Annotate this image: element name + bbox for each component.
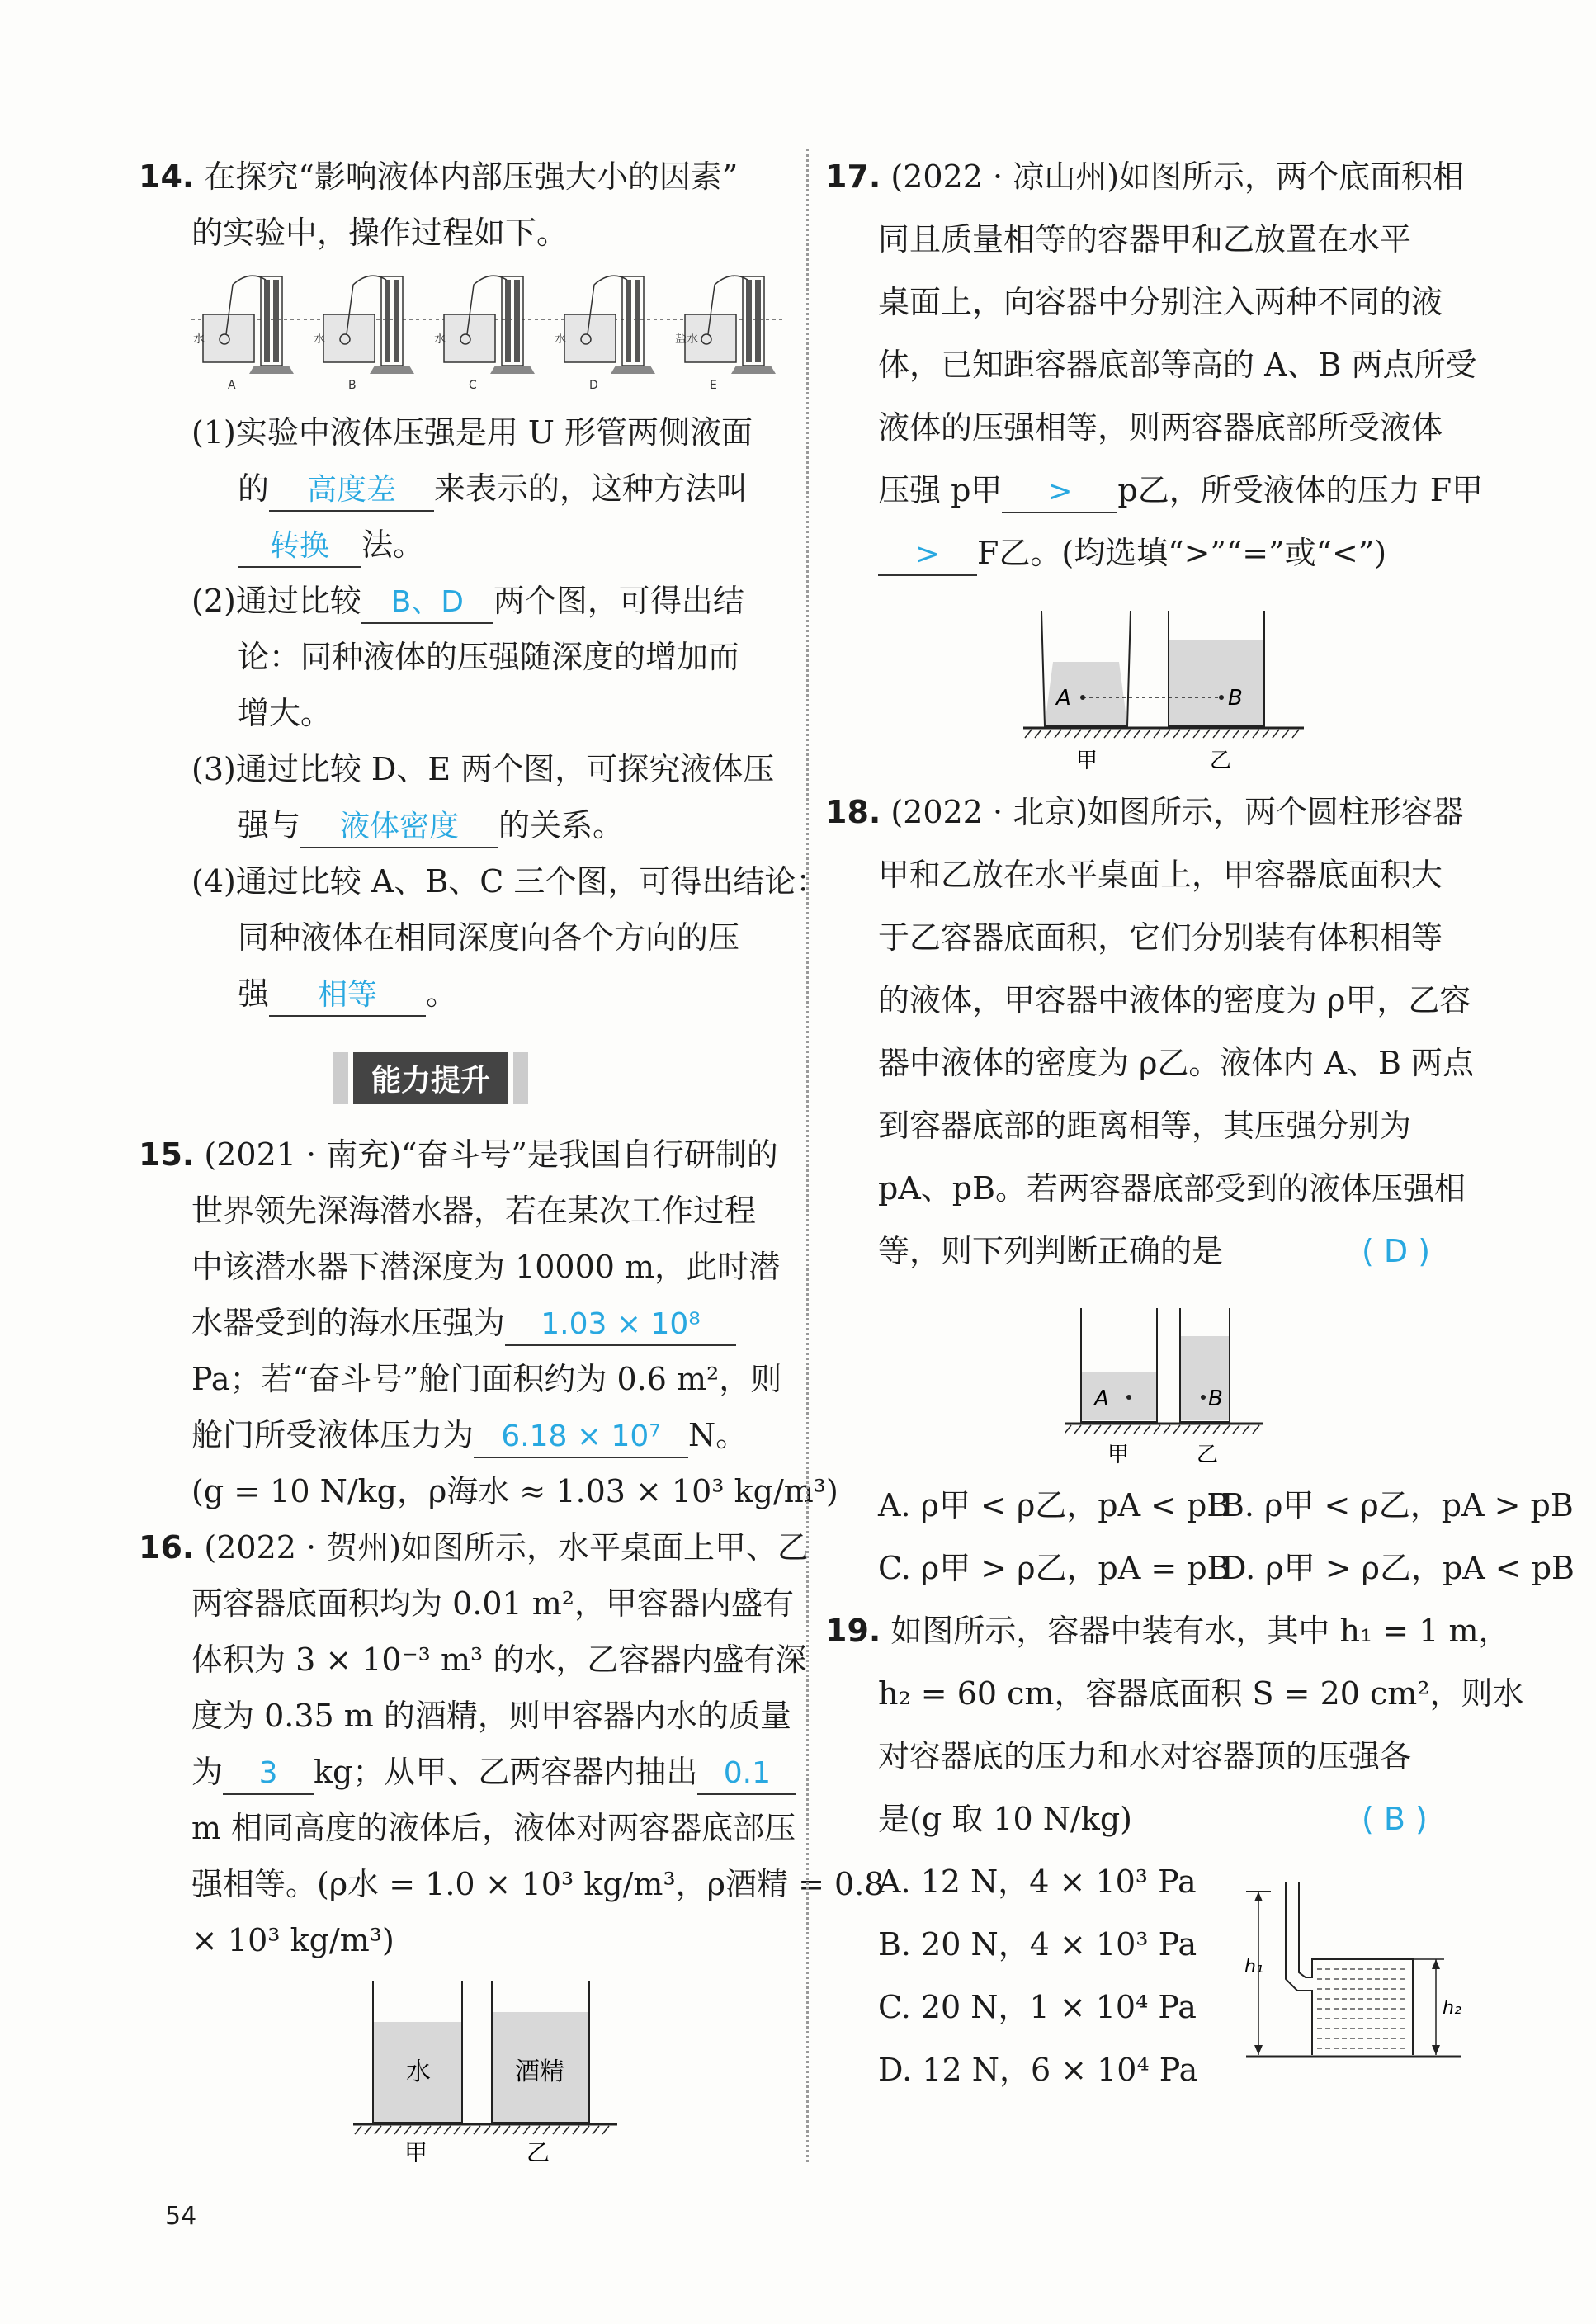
answer-blank: 1.03 × 10⁸ [505, 1305, 736, 1346]
q18-line7: pA、pB。若两容器底部受到的液体压强相 [878, 1170, 1466, 1207]
q17-line1: 17. (2022 · 凉山州)如图所示，两个底面积相 [825, 158, 1465, 195]
q16-figure-containers [353, 1972, 650, 2162]
q17-figure-containers [1015, 602, 1329, 776]
answer-blank: > [878, 535, 977, 576]
q17-line6: 压强 p甲 > p乙，所受液体的压力 F甲 [878, 470, 1483, 513]
apparatus-label: B [348, 379, 357, 392]
apparatus-D [555, 276, 655, 392]
q14-part1-line3: 转换 法。 [238, 525, 424, 568]
question-number: 16. [139, 1529, 195, 1566]
q16-line6: m 相同高度的液体后，液体对两容器底部压 [191, 1810, 796, 1846]
h2-label: h₂ [1443, 1998, 1461, 2019]
q14-part2-line1: (2)通过比较 B、D 两个图，可得出结 [191, 581, 744, 624]
q16-line8: × 10³ kg/m³) [191, 1922, 394, 1958]
point-b-label: B [1228, 686, 1243, 711]
q14-part1-line1: (1)实验中液体压强是用 U 形管两侧液面 [191, 414, 753, 451]
container-jia-label: 甲 [404, 2139, 428, 2162]
q18-line3: 于乙容器底面积，它们分别装有体积相等 [878, 919, 1443, 956]
container-yi-label: 乙 [526, 2139, 550, 2162]
h1-label: h₁ [1244, 1957, 1263, 1977]
q15-line6: 舱门所受液体压力为 6.18 × 10⁷ N。 [191, 1415, 747, 1458]
q16-line3: 体积为 3 × 10⁻³ m³ 的水，乙容器内盛有深 [191, 1641, 807, 1678]
q16-line7: 强相等。(ρ水 = 1.0 × 10³ kg/m³，ρ酒精 = 0.8 [191, 1866, 885, 1902]
q19-figure-container [1238, 1873, 1477, 2080]
answer-blank: 3 [223, 1754, 314, 1795]
question-number: 15. [139, 1136, 195, 1173]
answer-blank: B、D [361, 583, 493, 624]
container-jia-label: 甲 [1107, 1443, 1130, 1465]
q18-option-b: B. ρ甲 < ρ乙，pA > pB [1221, 1487, 1574, 1523]
q18-line4: 的液体，甲容器中液体的密度为 ρ甲，乙容 [878, 982, 1471, 1018]
answer-blank: > [1002, 472, 1117, 513]
liquid-label: 水 [193, 333, 205, 346]
q14-part2-line2: 论：同种液体的压强随深度的增加而 [238, 639, 740, 675]
q18-answer: ( D ) [1362, 1233, 1431, 1269]
q18-option-d: D. ρ甲 > ρ乙，pA < pB [1221, 1550, 1575, 1586]
answer-blank: 6.18 × 10⁷ [474, 1417, 688, 1458]
liquid-label: 水 [555, 333, 566, 346]
q15-line7: (g = 10 N/kg，ρ海水 ≈ 1.03 × 10³ kg/m³) [191, 1473, 838, 1509]
q19-line3: 对容器底的压力和水对容器顶的压强各 [878, 1738, 1412, 1774]
question-number: 19. [825, 1613, 881, 1649]
answer-blank: 高度差 [269, 470, 434, 512]
q14-line2: 的实验中，操作过程如下。 [191, 215, 569, 251]
liquid-label: 水 [314, 333, 325, 346]
q19-option-b: B. 20 N，4 × 10³ Pa [878, 1926, 1197, 1963]
q18-option-c: C. ρ甲 > ρ乙，pA = pB [878, 1550, 1230, 1586]
q14-line1: 14. 在探究“影响液体内部压强大小的因素” [139, 158, 739, 195]
answer-blank: 0.1 [697, 1754, 796, 1795]
apparatus-C [434, 276, 535, 392]
q18-option-a: A. ρ甲 < ρ乙，pA < pB [878, 1487, 1230, 1523]
q17-line2: 同且质量相等的容器甲和乙放置在水平 [878, 221, 1412, 257]
liquid-label: 盐水 [675, 333, 698, 346]
q14-figure-u-tube-apparatus [191, 268, 786, 392]
section-heading: 能力提升 [353, 1052, 508, 1104]
point-b-label: B [1208, 1386, 1223, 1411]
q14-part3-line2: 强与 液体密度 的关系。 [238, 805, 624, 848]
point-a-label: A [1094, 1386, 1109, 1411]
q19-line1: 19. 如图所示，容器中装有水，其中 h₁ = 1 m， [825, 1613, 1510, 1649]
q15-line4: 水器受到的海水压强为 1.03 × 10⁸ [191, 1303, 736, 1346]
water-label: 水 [406, 2057, 431, 2086]
point-a-label: A [1056, 686, 1071, 711]
question-number: 14. [139, 158, 195, 195]
q18-line6: 到容器底部的距离相等，其压强分别为 [878, 1108, 1412, 1144]
q14-part4-line3: 强 相等 。 [238, 974, 457, 1017]
apparatus-label: C [469, 379, 477, 392]
alcohol-label: 酒精 [515, 2057, 564, 2086]
container-yi-label: 乙 [1210, 749, 1232, 773]
q19-line4: 是(g 取 10 N/kg) [878, 1801, 1132, 1837]
answer-blank: 转换 [238, 527, 361, 568]
answer-blank: 相等 [269, 975, 426, 1017]
container-yi-label: 乙 [1197, 1443, 1219, 1465]
q17-line4: 体，已知距容器底部等高的 A、B 两点所受 [878, 347, 1477, 383]
q16-line5: 为 3 kg；从甲、乙两容器内抽出 0.1 [191, 1752, 796, 1795]
q18-line1: 18. (2022 · 北京)如图所示，两个圆柱形容器 [825, 794, 1465, 830]
q18-line2: 甲和乙放在水平桌面上，甲容器底面积大 [878, 857, 1443, 893]
question-number: 18. [825, 794, 881, 830]
q19-answer: ( B ) [1362, 1801, 1428, 1837]
answer-blank: 液体密度 [300, 807, 498, 848]
q19-line2: h₂ = 60 cm，容器底面积 S = 20 cm²，则水 [878, 1675, 1524, 1712]
q14-part3-line1: (3)通过比较 D、E 两个图，可探究液体压 [191, 751, 775, 787]
q14-part2-line3: 增大。 [238, 695, 333, 731]
q17-line5: 液体的压强相等，则两容器底部所受液体 [878, 409, 1443, 446]
apparatus-label: D [589, 379, 598, 392]
apparatus-label: E [710, 379, 717, 392]
q15-line1: 15. (2021 · 南充)“奋斗号”是我国自行研制的 [139, 1136, 778, 1173]
apparatus-A [193, 276, 294, 392]
q19-option-c: C. 20 N，1 × 10⁴ Pa [878, 1989, 1197, 2025]
q14-part1-line2: 的 高度差 来表示的，这种方法叫 [238, 469, 748, 512]
q14-part4-line2: 同种液体在相同深度向各个方向的压 [238, 919, 740, 956]
q19-option-d: D. 12 N，6 × 10⁴ Pa [878, 2052, 1198, 2088]
page-number: 54 [165, 2202, 197, 2231]
q15-line5: Pa；若“奋斗号”舱门面积约为 0.6 m²，则 [191, 1361, 782, 1397]
q19-option-a: A. 12 N，4 × 10³ Pa [878, 1863, 1197, 1900]
q17-line3: 桌面上，向容器中分别注入两种不同的液 [878, 284, 1443, 320]
apparatus-E [675, 276, 776, 392]
container-jia-label: 甲 [1076, 749, 1098, 773]
column-divider [806, 149, 809, 2162]
q15-line2: 世界领先深海潜水器，若在某次工作过程 [191, 1193, 757, 1229]
question-number: 17. [825, 158, 881, 195]
q18-figure-containers [1065, 1300, 1279, 1465]
q16-line1: 16. (2022 · 贺州)如图所示，水平桌面上甲、乙 [139, 1529, 810, 1566]
q16-line4: 度为 0.35 m 的酒精，则甲容器内水的质量 [191, 1698, 791, 1734]
q18-line5: 器中液体的密度为 ρ乙。液体内 A、B 两点 [878, 1045, 1474, 1081]
q17-line7: > F乙。(均选填“>”“=”或“<”) [878, 533, 1386, 576]
q15-line3: 中该潜水器下潜深度为 10000 m，此时潜 [191, 1249, 781, 1285]
apparatus-label: A [228, 379, 236, 392]
q16-line2: 两容器底面积均为 0.01 m²，甲容器内盛有 [191, 1585, 795, 1622]
apparatus-B [314, 276, 414, 392]
q14-part4-line1: (4)通过比较 A、B、C 三个图，可得出结论： [191, 863, 828, 900]
q18-line8: 等，则下列判断正确的是 [878, 1233, 1224, 1269]
liquid-label: 水 [434, 333, 446, 346]
